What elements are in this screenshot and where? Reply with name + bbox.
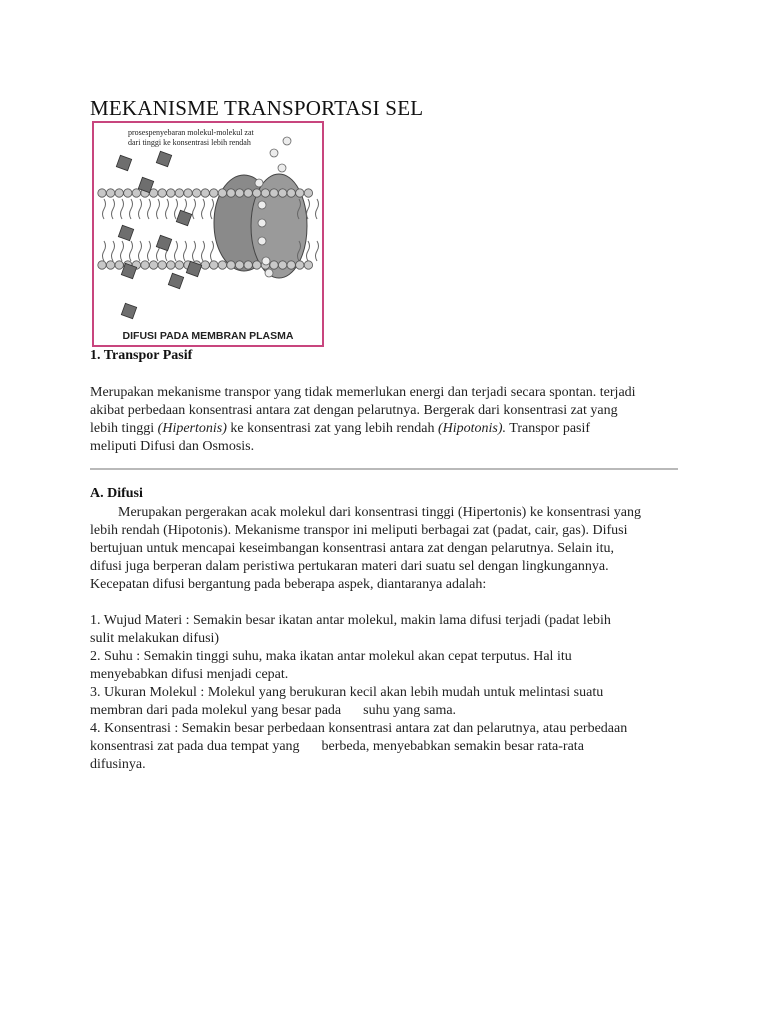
membrane-diagram (94, 123, 322, 345)
phospholipid-head (175, 261, 183, 269)
lipid-tail (211, 199, 214, 219)
cube-molecule (118, 225, 133, 240)
phospholipid-head (287, 261, 295, 269)
lipid-tail (112, 241, 115, 261)
phospholipid-head (184, 189, 192, 197)
text-line: akibat perbedaan konsentrasi antara zat dengan pelarutnya. Bergerak dari konsentrasi zat yang (90, 403, 618, 418)
phospholipid-head (296, 261, 304, 269)
solute-molecule (258, 201, 266, 209)
phospholipid-head (192, 189, 200, 197)
list-item: sulit melakukan difusi) (90, 631, 220, 646)
phospholipid-head (287, 189, 295, 197)
list-item: 3. Ukuran Molekul : Molekul yang berukuran kecil akan lebih mudah untuk melintasi suatu (90, 685, 604, 700)
lipid-tail (202, 199, 205, 219)
list-item (90, 702, 690, 720)
phospholipid-head (141, 261, 149, 269)
lipid-tail (175, 199, 178, 219)
phospholipid-head (175, 189, 183, 197)
solute-molecule (278, 164, 286, 172)
phospholipid-head (235, 261, 243, 269)
solute-molecule (258, 219, 266, 227)
text-span: ke konsentrasi zat yang lebih rendah (226, 421, 438, 436)
list-item: menyebabkan difusi menjadi cepat. (90, 667, 289, 682)
lipid-tail (211, 241, 214, 261)
list-item (90, 738, 690, 756)
phospholipid-head (244, 261, 252, 269)
phospholipid-head (253, 261, 261, 269)
lipid-tail (157, 199, 160, 219)
phospholipid-head (167, 189, 175, 197)
phospholipid-head (106, 261, 114, 269)
phospholipid-head (304, 189, 312, 197)
text-span: Transpor pasif (506, 421, 591, 436)
phospholipid-head (201, 261, 209, 269)
text-span: konsentrasi zat pada dua tempat yang (90, 739, 300, 754)
phospholipid-head (158, 261, 166, 269)
cube-molecule (156, 151, 171, 166)
text-line: bertujuan untuk mencapai keseimbangan konsentrasi antara zat dengan pelarutnya. Selain itu, (90, 541, 615, 556)
text-line (90, 504, 690, 522)
phospholipid-head (106, 189, 114, 197)
solute-molecule (255, 179, 263, 187)
paragraph-transpor-pasif (90, 384, 690, 456)
page-title: MEKANISME TRANSPORTASI SEL (90, 96, 424, 120)
lipid-tail (166, 199, 169, 219)
phospholipid-head (253, 189, 261, 197)
diffusion-figure (92, 121, 324, 347)
text-line: difusi juga berperan dalam peristiwa pertukaran materi dari suatu sel dengan lingkungannya. (90, 559, 609, 574)
solute-molecule (258, 237, 266, 245)
list-difusi-factors (90, 612, 690, 774)
lipid-tail (112, 199, 115, 219)
figure-caption-top-1: prosespenyebaran molekul-molekul zat (128, 128, 254, 137)
lipid-tail (148, 199, 151, 219)
phospholipid-head (210, 189, 218, 197)
phospholipid-head (218, 261, 226, 269)
phospholipid-head (261, 189, 269, 197)
cube-molecule (156, 235, 171, 250)
lipid-tail (121, 241, 124, 261)
lipid-tail (103, 241, 106, 261)
lipid-tail (148, 241, 151, 261)
text-span: membran dari pada molekul yang besar pada (90, 703, 342, 718)
text-span: Merupakan pergerakan acak molekul dari konsentrasi tinggi (Hipertonis) ke konsentrasi yang (118, 505, 642, 520)
lipid-tail (307, 199, 310, 219)
lipid-tail (202, 241, 205, 261)
section-heading-transpor-pasif: 1. Transpor Pasif (90, 348, 193, 363)
list-item: 2. Suhu : Semakin tinggi suhu, maka ikatan antar molekul akan cepat terputus. Hal itu (90, 649, 572, 664)
phospholipid-head (227, 189, 235, 197)
phospholipid-head (115, 189, 123, 197)
text-line: meliputi Difusi dan Osmosis. (90, 439, 255, 454)
phospholipid-head (278, 261, 286, 269)
lipid-tail (316, 199, 319, 219)
phospholipid-head (270, 261, 278, 269)
list-item: 4. Konsentrasi : Semakin besar perbedaan konsentrasi antara zat dan pelarutnya, atau perbedaan (90, 721, 628, 736)
phospholipid-head (158, 189, 166, 197)
lipid-tail (193, 199, 196, 219)
solute-molecule (265, 269, 273, 277)
cube-molecule (121, 303, 136, 318)
phospholipid-head (227, 261, 235, 269)
phospholipid-head (132, 189, 140, 197)
figure-caption-top-2: dari tinggi ke konsentrasi lebih rendah (128, 138, 251, 147)
text-line (90, 420, 690, 438)
text-line: Merupakan mekanisme transpor yang tidak memerlukan energi dan terjadi secara spontan. terjadi (90, 385, 636, 400)
phospholipid-head (115, 261, 123, 269)
text-line: Kecepatan difusi bergantung pada beberapa aspek, diantaranya adalah: (90, 577, 487, 592)
lipid-tail (139, 199, 142, 219)
lipid-tail (175, 241, 178, 261)
lipid-tail (184, 241, 187, 261)
text-span: suhu yang sama. (363, 703, 457, 718)
phospholipid-head (98, 261, 106, 269)
phospholipid-head (149, 261, 157, 269)
solute-molecule (283, 137, 291, 145)
list-item: 1. Wujud Materi : Semakin besar ikatan antar molekul, makin lama difusi terjadi (padat lebih (90, 613, 611, 628)
section-heading-difusi: A. Difusi (90, 486, 143, 501)
phospholipid-head (304, 261, 312, 269)
paragraph-difusi (90, 504, 690, 594)
lipid-tail (121, 199, 124, 219)
phospholipid-head (98, 189, 106, 197)
horizontal-divider (90, 468, 678, 470)
text-span: berbeda, menyebabkan semakin besar rata-rata (321, 739, 584, 754)
italic-term: (Hipertonis) (157, 421, 227, 436)
figure-caption-bottom: DIFUSI PADA MEMBRAN PLASMA (122, 330, 294, 342)
cube-molecule (168, 273, 183, 288)
solute-molecule (270, 149, 278, 157)
lipid-tail (130, 199, 133, 219)
lipid-tail (103, 199, 106, 219)
phospholipid-head (124, 189, 132, 197)
phospholipid-head (296, 189, 304, 197)
lipid-tail (139, 241, 142, 261)
lipid-tail (130, 241, 133, 261)
phospholipid-head (210, 261, 218, 269)
italic-term: (Hipotonis). (437, 421, 507, 436)
phospholipid-head (201, 189, 209, 197)
list-item: difusinya. (90, 757, 146, 772)
phospholipid-head (244, 189, 252, 197)
cube-molecule (176, 210, 191, 225)
phospholipid-head (167, 261, 175, 269)
text-line: lebih rendah (Hipotonis). Mekanisme transpor ini meliputi berbagai zat (padat, cair, gas). Difusi (90, 523, 628, 538)
phospholipid-head (278, 189, 286, 197)
phospholipid-head (235, 189, 243, 197)
cube-molecule (116, 155, 131, 170)
lipid-tail (316, 241, 319, 261)
phospholipid-head (218, 189, 226, 197)
phospholipid-head (270, 189, 278, 197)
lipid-tail (193, 241, 196, 261)
text-span: lebih tinggi (90, 421, 158, 436)
solute-molecule (262, 257, 270, 265)
lipid-tail (307, 241, 310, 261)
